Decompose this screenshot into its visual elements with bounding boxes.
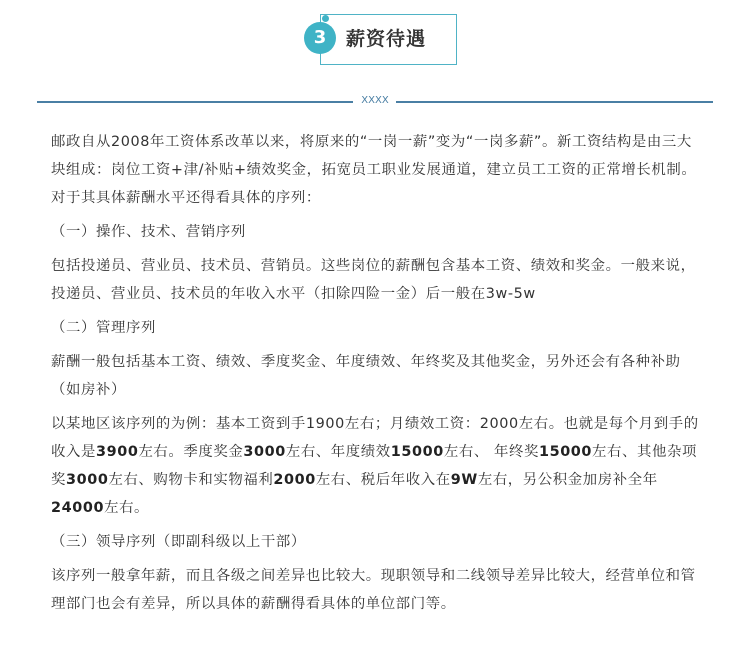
leadership-paragraph: 该序列一般拿年薪，而且各级之间差异也比较大。现职领导和二线领导差异比较大，经营单位和管理部门也会有差异，所以具体的薪酬得看具体的单位部门等。 xyxy=(51,568,696,612)
example-text: 左右、 年终奖 xyxy=(443,444,539,460)
example-text: 以某地区该序列的为例：基本工资到手1900左右；月绩效工资：2000左右。也就是每个月到手的收入是 xyxy=(51,416,699,460)
operations-paragraph: 包括投递员、营业员、技术员、营销员。这些岗位的薪酬包含基本工资、绩效和奖金。一般来说，投递员、营业员、技术员的年收入水平（扣除四险一金）后一般在3w-5w xyxy=(51,258,696,302)
divider-line-right xyxy=(396,101,713,103)
subheading-management: （二）管理序列 xyxy=(51,320,156,336)
intro-paragraph: 邮政自从2008年工资体系改革以来，将原来的“一岗一薪”变为“一岗多薪”。新工资结构是由三大块组成：岗位工资+津/补贴+绩效奖金，拓宽员工职业发展通道，建立员工工资的正常增长机制。对于其具体薪酬水平还得看具体的序列： xyxy=(51,134,697,206)
section-number-badge: 3 xyxy=(304,22,336,54)
example-text: 左右，另公积金加房补全年 xyxy=(477,472,658,488)
subheading-leadership: （三）领导序列（即副科级以上干部） xyxy=(51,534,306,550)
housing-fund-value: 24000 xyxy=(51,500,105,516)
gift-card-value: 2000 xyxy=(273,472,316,488)
example-paragraph xyxy=(51,410,701,522)
after-tax-income-value: 9W xyxy=(450,472,478,488)
example-text: 左右。 xyxy=(104,500,150,516)
misc-bonus-value: 3000 xyxy=(66,472,109,488)
monthly-income-value: 3900 xyxy=(95,444,139,460)
year-end-bonus-value: 15000 xyxy=(538,444,593,460)
section-title: 薪资待遇 xyxy=(346,28,427,50)
example-text: 左右。季度奖金 xyxy=(138,444,244,460)
divider-line-left xyxy=(37,101,353,103)
subheading-operations: （一）操作、技术、营销序列 xyxy=(51,224,246,240)
article-body xyxy=(51,128,701,618)
decorative-dot xyxy=(322,15,329,22)
example-text: 左右、购物卡和实物福利 xyxy=(108,472,274,488)
divider-label: XXXX xyxy=(361,95,389,106)
example-text: 左右、税后年收入在 xyxy=(315,472,451,488)
annual-performance-value: 15000 xyxy=(390,444,444,460)
example-text: 左右、年度绩效 xyxy=(285,444,391,460)
management-paragraph: 薪酬一般包括基本工资、绩效、季度奖金、年度绩效、年终奖及其他奖金，另外还会有各种补助（如房补） xyxy=(51,354,681,398)
example-text: 左右、其他杂项奖 xyxy=(51,444,697,488)
quarterly-bonus-value: 3000 xyxy=(243,444,286,460)
